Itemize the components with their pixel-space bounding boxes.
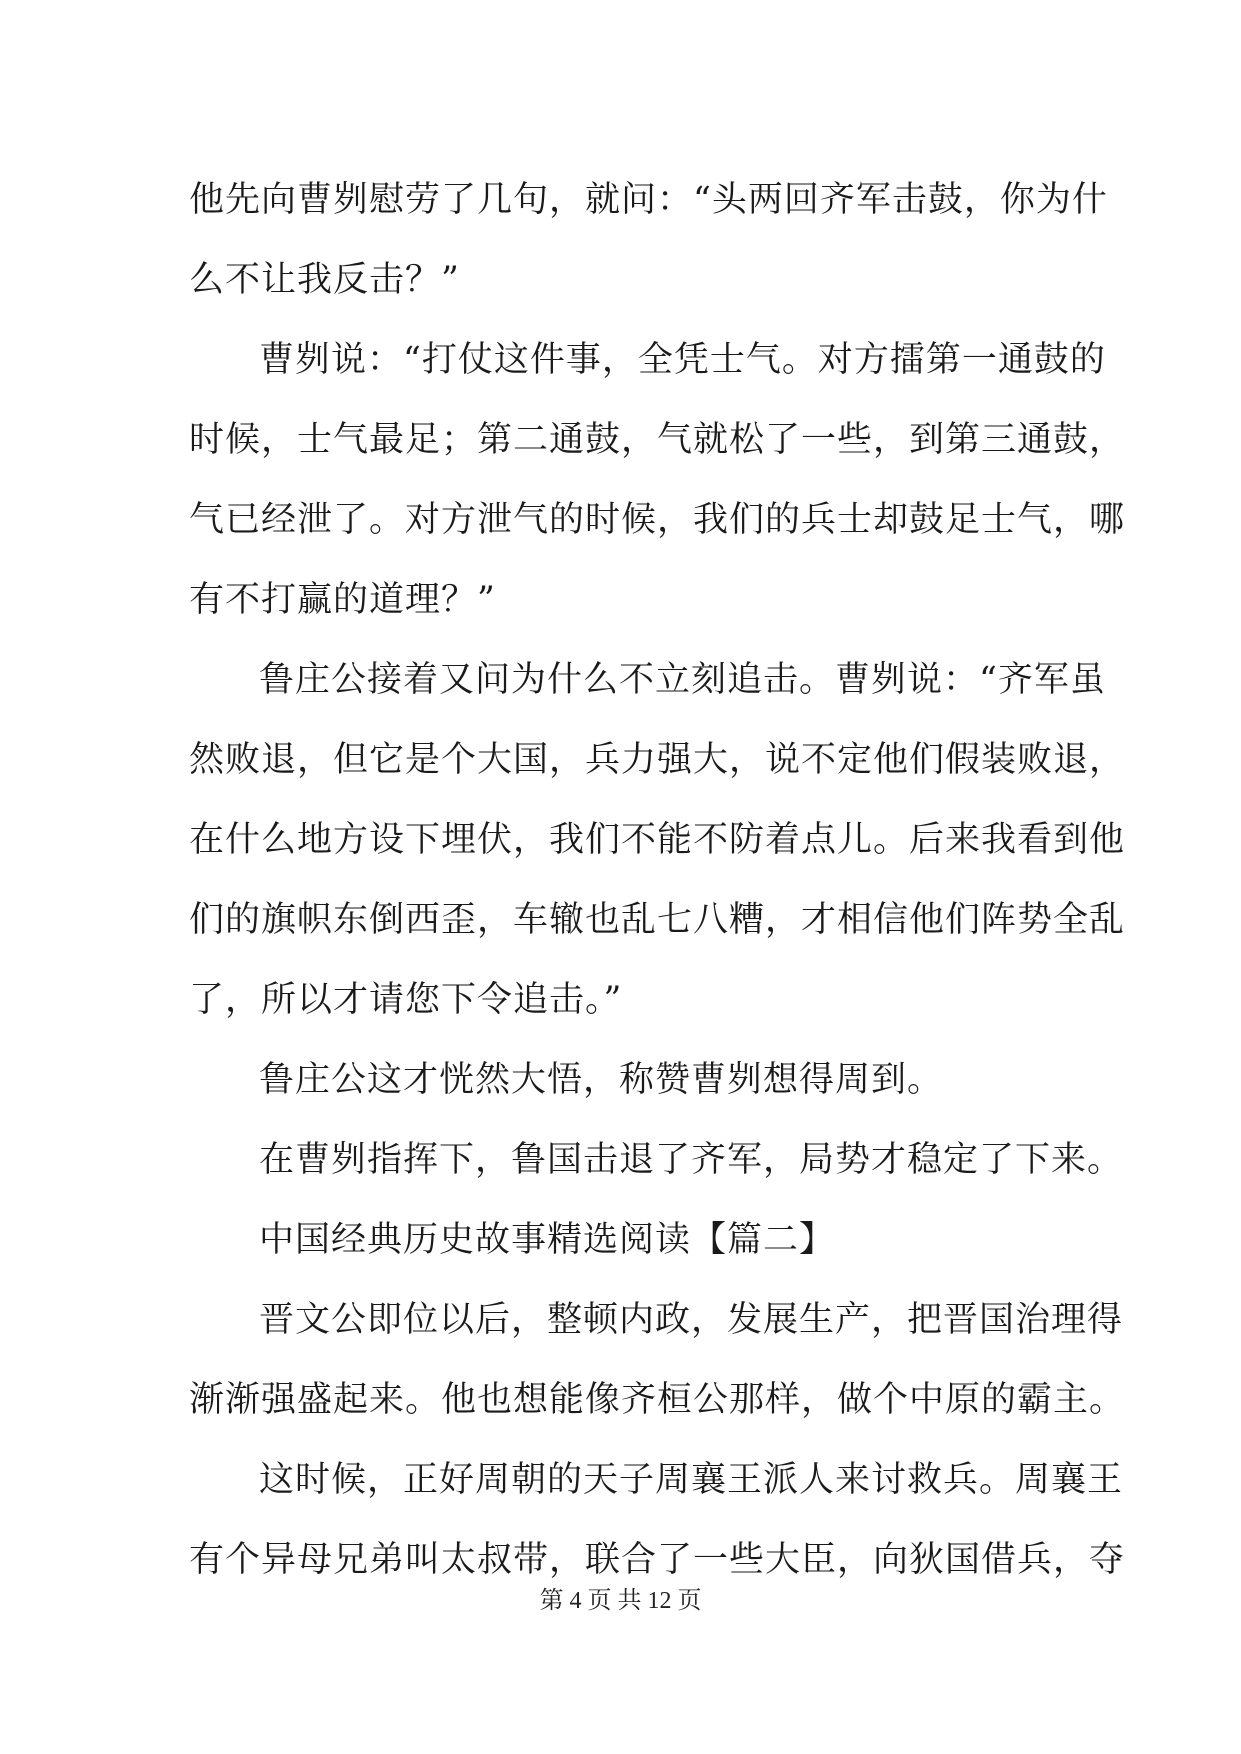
paragraph-start-line: 晋文公即位以后，整顿内政，发展生产，把晋国治理得 xyxy=(259,1300,1124,1340)
text-line: 渐渐强盛起来。他也想能像齐桓公那样，做个中原的霸主。 xyxy=(189,1380,1126,1420)
page-number-footer: 第 4 页 共 12 页 xyxy=(539,1588,702,1614)
text-line: 时候，士气最足；第二通鼓，气就松了一些，到第三通鼓， xyxy=(189,420,1126,460)
document-body xyxy=(189,160,1126,1600)
paragraph-start-line: 鲁庄公这才恍然大悟，称赞曹刿想得周到。 xyxy=(259,1060,944,1100)
text-line: 有个异母兄弟叫太叔带，联合了一些大臣，向狄国借兵，夺 xyxy=(189,1540,1126,1580)
paragraph-start-line: 这时候，正好周朝的天子周襄王派人来讨救兵。周襄王 xyxy=(259,1460,1124,1500)
text-line: 气已经泄了。对方泄气的时候，我们的兵士却鼓足士气，哪 xyxy=(189,500,1126,540)
text-line: 然败退，但它是个大国，兵力强大，说不定他们假装败退， xyxy=(189,740,1126,780)
text-line: 们的旗帜东倒西歪，车辙也乱七八糟，才相信他们阵势全乱 xyxy=(189,900,1126,940)
paragraph-start-line: 曹刿说：“打仗这件事，全凭士气。对方擂第一通鼓的 xyxy=(259,340,1106,380)
paragraph-start-line: 鲁庄公接着又问为什么不立刻追击。曹刿说：“齐军虽 xyxy=(259,660,1106,700)
text-line: 在什么地方设下埋伏，我们不能不防着点儿。后来我看到他 xyxy=(189,820,1126,860)
section-heading: 中国经典历史故事精选阅读【篇二】 xyxy=(259,1220,836,1260)
text-line: 么不让我反击？” xyxy=(189,260,460,300)
paragraph-start-line: 在曹刿指挥下，鲁国击退了齐军，局势才稳定了下来。 xyxy=(259,1140,1124,1180)
text-line: 有不打赢的道理？” xyxy=(189,580,496,620)
text-line: 他先向曹刿慰劳了几句，就问：“头两回齐军击鼓，你为什 xyxy=(189,180,1108,220)
text-line: 了，所以才请您下令追击。” xyxy=(189,980,623,1020)
